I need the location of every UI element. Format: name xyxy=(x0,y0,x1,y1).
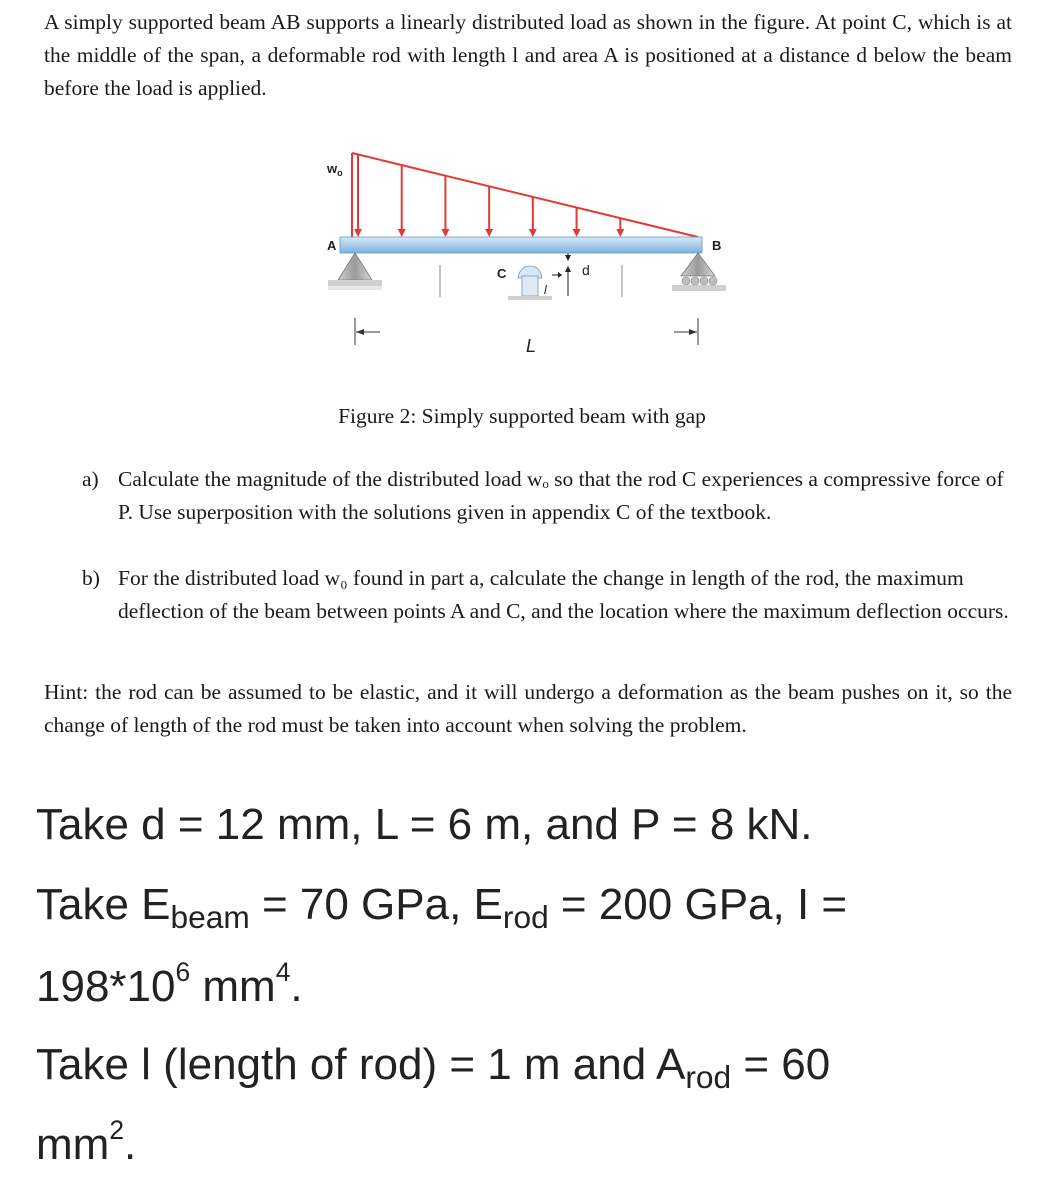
question-b-label: b) xyxy=(82,566,100,590)
load-arrow-head xyxy=(529,229,537,237)
given-values-line-1: Take d = 12 mm, L = 6 m, and P = 8 kN. xyxy=(36,800,813,849)
load-arrow-head xyxy=(573,229,581,237)
load-arrow-head xyxy=(354,229,362,237)
distributed-load xyxy=(352,153,698,237)
load-arrow-head xyxy=(485,229,493,237)
question-b xyxy=(82,562,1012,628)
question-a xyxy=(82,463,1012,529)
question-b-text: For the distributed load w₀ found in part a, calculate the change in length of the rod, the maximum deflection of the beam between points A and C, and the location where the maximum deflection occurs. xyxy=(118,566,1009,623)
load-top-line xyxy=(352,153,698,237)
beam-figure xyxy=(300,140,740,370)
question-a-text: Calculate the magnitude of the distributed load wₒ so that the rod C experiences a compressive force of P. Use superposition with the solutions given in appendix C of the textbook. xyxy=(118,467,1004,524)
point-a-label: A xyxy=(327,238,337,253)
question-a-label: a) xyxy=(82,467,99,491)
hint-text: Hint: the rod can be assumed to be elastic, and it will undergo a deformation as the beam pushes on it, so the change of length of the rod must be taken into account when solving the problem. xyxy=(44,680,1012,737)
roller-support-b xyxy=(672,253,726,291)
point-c-label: C xyxy=(497,266,507,281)
load-arrow-head xyxy=(616,229,624,237)
span-label: L xyxy=(526,336,537,356)
given-values-line-3: $198*10^6$ $mm^4$. xyxy=(36,957,303,1011)
gap-dimension xyxy=(552,253,571,296)
gap-label: d xyxy=(582,262,590,278)
load-arrow-head xyxy=(398,229,406,237)
load-arrow-head xyxy=(441,229,449,237)
given-values-line-4: Take l (length of rod) = 1 m and $A_{rod} = 60$ xyxy=(36,1040,831,1095)
pin-support-a xyxy=(328,253,382,290)
point-b-label: B xyxy=(712,238,722,253)
rod-length-label: l xyxy=(544,283,547,297)
figure-caption: Figure 2: Simply supported beam with gap xyxy=(338,404,706,428)
given-values-line-5: $mm^2$. xyxy=(36,1115,137,1169)
given-values-line-2: Take $E_{beam} = 70$ GPa, $E_{rod} = 200$ GPa, I = xyxy=(36,880,848,935)
problem-intro: A simply supported beam AB supports a linearly distributed load as shown in the figure. At point C, which is at the middle of the span, a deformable rod with length l and area A is positioned at a distance d below the beam before the load is applied. xyxy=(44,10,1012,100)
load-label: $w_o$ xyxy=(327,161,343,178)
beam xyxy=(340,237,702,253)
